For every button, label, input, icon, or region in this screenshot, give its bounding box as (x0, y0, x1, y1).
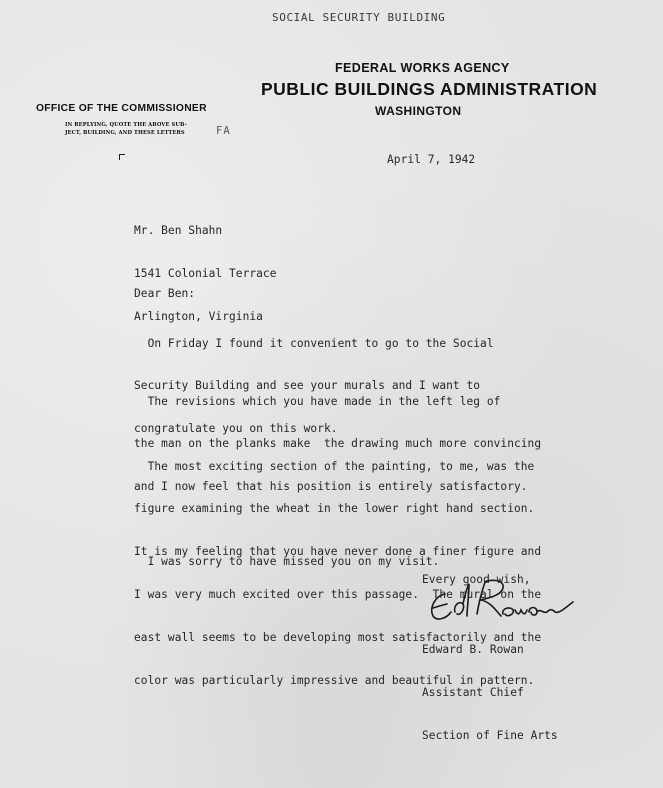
signer-block (422, 615, 558, 771)
body-line: On Friday I found it convenient to go to the Social (134, 336, 494, 350)
corner-mark-icon (119, 154, 125, 160)
body-line: east wall seems to be developing most satisfactorily and the (134, 631, 542, 645)
recipient-street: 1541 Colonial Terrace (134, 267, 277, 281)
file-code: FA (216, 125, 231, 137)
subject-line: SOCIAL SECURITY BUILDING (272, 11, 446, 24)
body-line: Security Building and see your murals and I want to (134, 379, 481, 393)
body-line: I was very much excited over this passage. The mural on the (134, 588, 542, 602)
body-line: congratulate you on this work. (134, 422, 338, 436)
signature-text (0, 0, 1, 1)
recipient-city: Arlington, Virginia (134, 309, 263, 323)
recipient-name: Mr. Ben Shahn (134, 224, 223, 238)
city-name: WASHINGTON (375, 104, 462, 118)
closing: Every good wish, (422, 573, 531, 586)
body-line: The revisions which you have made in the left leg of (134, 394, 501, 408)
body-line: I was sorry to have missed you on my visit. (134, 554, 440, 568)
signer-department: Section of Fine Arts (422, 728, 558, 742)
reply-instructions-line: IN REPLYING, QUOTE THE ABOVE SUB- (65, 122, 187, 128)
reply-instructions (65, 121, 187, 137)
signer-title: Assistant Chief (422, 686, 524, 700)
body-line: It is my feeling that you have never done a finer figure and (134, 545, 542, 559)
salutation: Dear Ben: (134, 287, 196, 300)
body-line: color was particularly impressive and beautiful in pattern. (134, 674, 535, 688)
signer-name: Edward B. Rowan (422, 643, 524, 657)
body-line: The most exciting section of the painting, to me, was the (134, 459, 535, 473)
body-line: and I now feel that his position is entirely satisfactory. (134, 480, 528, 494)
body-line: the man on the planks make the drawing much more convincing (134, 437, 542, 451)
body-line: figure examining the wheat in the lower right hand section. (134, 502, 535, 516)
letter-date: April 7, 1942 (387, 153, 476, 166)
reply-instructions-line: JECT, BUILDING, AND THESE LETTERS (65, 130, 185, 136)
administration-name: PUBLIC BUILDINGS ADMINISTRATION (261, 79, 598, 99)
body-paragraph (134, 526, 439, 597)
agency-name: FEDERAL WORKS AGENCY (335, 61, 510, 75)
office-name: OFFICE OF THE COMMISSIONER (36, 103, 207, 114)
